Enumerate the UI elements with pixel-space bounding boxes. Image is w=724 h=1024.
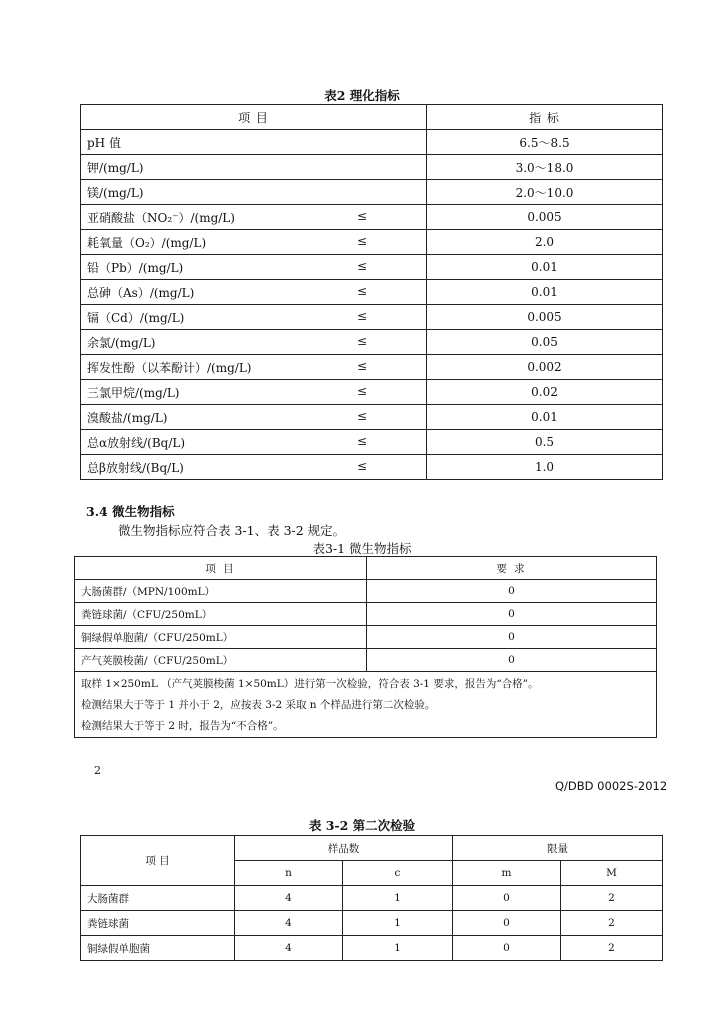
- table31-header-value: 要 求: [367, 557, 657, 580]
- table31-value-cell: 0: [367, 580, 657, 603]
- table2-item-label: 溴酸盐/(mg/L): [87, 410, 168, 425]
- table32-m-cell: 0: [453, 886, 561, 911]
- table31-header-row: [75, 557, 657, 580]
- table32-n-cell: 4: [235, 911, 343, 936]
- table2-item-cell: [81, 405, 427, 430]
- leq-symbol: ≤: [357, 309, 368, 323]
- table-row: [81, 405, 663, 430]
- table-row: [81, 155, 663, 180]
- table-row: [75, 603, 657, 626]
- table2-header-value: 指 标: [427, 105, 663, 130]
- table32-header-sample: 样品数: [235, 836, 453, 861]
- table2-item-label: 铅（Pb）/(mg/L): [87, 260, 184, 275]
- table31-microbial: [74, 556, 657, 738]
- table2-item-cell: [81, 380, 427, 405]
- leq-symbol: ≤: [357, 234, 368, 248]
- table2-physicochemical: [80, 104, 663, 480]
- section-intro: 微生物指标应符合表 3-1、表 3-2 规定。: [118, 523, 346, 538]
- leq-symbol: ≤: [357, 359, 368, 373]
- table2-item-label: pH 值: [87, 135, 121, 150]
- table2-value-cell: 0.01: [427, 280, 663, 305]
- table-row: [81, 886, 663, 911]
- table32-M-cell: 2: [561, 911, 663, 936]
- table2-value-cell: 0.01: [427, 405, 663, 430]
- table32-item-cell: 铜绿假单胞菌: [81, 936, 235, 961]
- table32-item-cell: 大肠菌群: [81, 886, 235, 911]
- table-row: [81, 911, 663, 936]
- table31-header-item: 项 目: [75, 557, 367, 580]
- table2-item-label: 镉（Cd）/(mg/L): [87, 310, 185, 325]
- table31-item-cell: 大肠菌群/（MPN/100mL）: [75, 580, 367, 603]
- table-row: [81, 355, 663, 380]
- table2-item-cell: [81, 130, 427, 155]
- table2-value-cell: 2.0～10.0: [427, 180, 663, 205]
- table32-header-M: M: [561, 861, 663, 886]
- leq-symbol: ≤: [357, 209, 368, 223]
- table2-caption: 表2 理化指标: [324, 88, 400, 103]
- table2-item-label: 总砷（As）/(mg/L): [87, 285, 195, 300]
- table31-item-cell: 产气荚膜梭菌/（CFU/250mL）: [75, 649, 367, 672]
- table2-item-cell: [81, 355, 427, 380]
- table31-item-cell: 铜绿假单胞菌/（CFU/250mL）: [75, 626, 367, 649]
- table2-value-cell: 2.0: [427, 230, 663, 255]
- table-row: [81, 280, 663, 305]
- table2-value-cell: 0.5: [427, 430, 663, 455]
- table-row: [81, 380, 663, 405]
- table2-value-cell: 0.05: [427, 330, 663, 355]
- table31-notes-row: [75, 672, 657, 738]
- table32-c-cell: 1: [343, 886, 453, 911]
- table-row: [81, 455, 663, 480]
- table2-item-cell: [81, 330, 427, 355]
- table2-item-label: 三氯甲烷/(mg/L): [87, 385, 180, 400]
- table2-item-label: 总α放射线/(Bq/L): [87, 435, 186, 450]
- table31-note-line: 检测结果大于等于 1 并小于 2，应按表 3-2 采取 n 个样品进行第二次检验。: [81, 699, 436, 711]
- table31-notes-cell: [75, 672, 657, 738]
- table2-item-label: 耗氧量（O₂）/(mg/L): [87, 235, 207, 250]
- page-number: 2: [94, 764, 101, 777]
- table32-c-cell: 1: [343, 936, 453, 961]
- table32-m-cell: 0: [453, 936, 561, 961]
- leq-symbol: ≤: [357, 384, 368, 398]
- table2-value-cell: 0.002: [427, 355, 663, 380]
- table2-value-cell: 6.5～8.5: [427, 130, 663, 155]
- table2-item-label: 钾/(mg/L): [87, 160, 144, 175]
- table2-item-label: 挥发性酚（以苯酚计）/(mg/L): [87, 360, 252, 375]
- table32-n-cell: 4: [235, 936, 343, 961]
- table-row: [75, 580, 657, 603]
- table2-value-cell: 0.02: [427, 380, 663, 405]
- section-heading-text: 3.4 微生物指标: [86, 504, 175, 519]
- leq-symbol: ≤: [357, 259, 368, 273]
- table32-n-cell: 4: [235, 886, 343, 911]
- table2-item-cell: [81, 430, 427, 455]
- table32-M-cell: 2: [561, 886, 663, 911]
- leq-symbol: ≤: [357, 459, 368, 473]
- table2-value-cell: 0.005: [427, 205, 663, 230]
- table2-item-label: 亚硝酸盐（NO₂⁻）/(mg/L): [87, 210, 235, 225]
- table32-m-cell: 0: [453, 911, 561, 936]
- table32-header-c: c: [343, 861, 453, 886]
- table2-item-cell: [81, 230, 427, 255]
- table32-header-row-1: [81, 836, 663, 861]
- table2-item-cell: [81, 255, 427, 280]
- table-row: [81, 230, 663, 255]
- table2-item-cell: [81, 305, 427, 330]
- table-row: [81, 305, 663, 330]
- table31-value-cell: 0: [367, 649, 657, 672]
- table32-M-cell: 2: [561, 936, 663, 961]
- table2-item-label: 镁/(mg/L): [87, 185, 144, 200]
- table32-header-n: n: [235, 861, 343, 886]
- table2-value-cell: 3.0～18.0: [427, 155, 663, 180]
- table31-note-line: 取样 1×250mL （产气荚膜梭菌 1×50mL）进行第一次检验，符合表 3-1 要求，报告为“合格”。: [81, 678, 539, 690]
- table32-header-m: m: [453, 861, 561, 886]
- leq-symbol: ≤: [357, 409, 368, 423]
- table32-c-cell: 1: [343, 911, 453, 936]
- table2-item-label: 余氯/(mg/L): [87, 335, 156, 350]
- table2-value-cell: 0.005: [427, 305, 663, 330]
- table2-header-row: [81, 105, 663, 130]
- table32-item-cell: 粪链球菌: [81, 911, 235, 936]
- table2-item-cell: [81, 155, 427, 180]
- section-heading-3-4: [86, 502, 175, 520]
- table-row: [81, 205, 663, 230]
- table-row: [81, 936, 663, 961]
- table32-header-limit: 限量: [453, 836, 663, 861]
- table2-header-item: 项 目: [81, 105, 427, 130]
- table-row: [75, 626, 657, 649]
- leq-symbol: ≤: [357, 334, 368, 348]
- table2-value-cell: 1.0: [427, 455, 663, 480]
- leq-symbol: ≤: [357, 284, 368, 298]
- table32-header-item: 项 目: [81, 836, 235, 886]
- table31-value-cell: 0: [367, 626, 657, 649]
- table-row: [81, 255, 663, 280]
- table31-value-cell: 0: [367, 603, 657, 626]
- leq-symbol: ≤: [357, 434, 368, 448]
- table31-note-line: 检测结果大于等于 2 时，报告为“不合格”。: [81, 720, 284, 732]
- table2-item-cell: [81, 180, 427, 205]
- table32-second-test: [80, 835, 663, 961]
- table2-item-cell: [81, 205, 427, 230]
- table2-item-label: 总β放射线/(Bq/L): [87, 460, 184, 475]
- table-row: [81, 180, 663, 205]
- table32-caption: 表 3-2 第二次检验: [308, 818, 416, 833]
- table31-caption: 表3-1 微生物指标: [312, 541, 412, 556]
- table2-value-cell: 0.01: [427, 255, 663, 280]
- table2-item-cell: [81, 280, 427, 305]
- document-code: Q/DBD 0002S-2012: [555, 779, 668, 793]
- table-row: [81, 330, 663, 355]
- table-row: [75, 649, 657, 672]
- table-row: [81, 130, 663, 155]
- table2-item-cell: [81, 455, 427, 480]
- table31-item-cell: 粪链球菌/（CFU/250mL）: [75, 603, 367, 626]
- table-row: [81, 430, 663, 455]
